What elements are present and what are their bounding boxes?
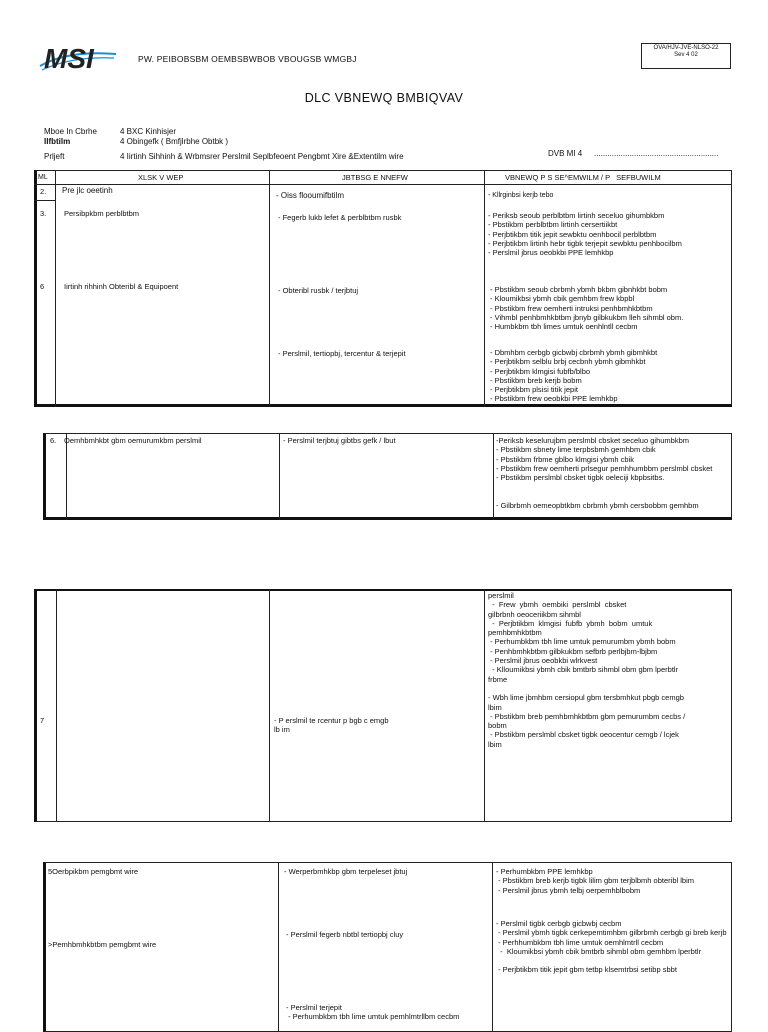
row-control: - Kllrginbsi kerjb tebo <box>488 192 554 199</box>
meta-row2-value: 4 Obingefk ( Bmfjlrbhe Obtbk ) <box>120 137 229 146</box>
row-hazard: - P erslmil te rcentur p bgb c emgb lb im <box>274 716 389 735</box>
meta-row3-label: Prljeft <box>44 152 65 161</box>
row-no: 3. <box>40 209 47 218</box>
meta-row3-value: 4 Iirtinh Sihhinh & Wrbmsrer Perslmil Seplbfeoent Pengbmt Xire &Extentilm wire <box>120 152 404 161</box>
dvb-label: DVB MI 4 <box>548 149 583 158</box>
row-step: >Pemhbmhkbtbm pemgbmt wire <box>48 940 157 949</box>
row-hazard: - Perslmil terjbtuj gibtbs gefk / lbut <box>283 436 396 445</box>
doc-code-box <box>641 43 731 69</box>
row-hazard: - Werperbmhkbp gbm terpeleset jbtuj <box>284 867 408 876</box>
row-hazard: - Perslmil terjepit - Perhumbkbm tbh lime umtuk pemhlmtrllbm cecbm <box>286 1003 460 1022</box>
col-header-control: VBNEWQ P S SE^EMWILM / P SEFBUWILM <box>505 173 661 182</box>
table1-col-divider <box>55 170 56 407</box>
table3-col-divider <box>56 589 57 822</box>
row-step: 5Oerbpikbm pemgbmt wire <box>48 867 139 876</box>
page-title: DLC VBNEWQ BMBIQVAV <box>304 91 464 105</box>
col-header-no: ML <box>38 174 48 181</box>
table2-col-divider <box>493 433 494 520</box>
table1-col-divider <box>484 170 485 407</box>
col-header-hazard: JBTBSG E NNEFW <box>342 173 408 182</box>
row-hazard: - Perslmil fegerb nbtbl tertiopbj cluy <box>286 930 404 939</box>
row-no: 6. <box>50 436 57 445</box>
table4-col-divider <box>492 862 493 1032</box>
doc-revision: Sev 4 02 <box>674 52 698 58</box>
table3-col-divider <box>484 589 485 822</box>
row-step: Iirtinh rihhinh Obteribl & Equipoent <box>64 282 179 291</box>
table4-col-divider <box>278 862 279 1032</box>
meta-row1-value: 4 BXC Kinhisjer <box>120 127 177 136</box>
table2-col-divider <box>279 433 280 520</box>
row-no: 2. <box>40 187 47 196</box>
table3-col-divider <box>269 589 270 822</box>
meta-row1-label: Mboe In Cbrhe <box>44 127 97 136</box>
meta-row2-label: IIfbtilm <box>44 137 71 146</box>
row-no: 7 <box>40 716 45 725</box>
doc-code: OVA/HJV-JVE-NLSO-22 <box>653 45 719 51</box>
row-control: perslmil - Frew ybmh oembiki perslmbl cbsket gilbrbnh oeoceriikbm sihmbl - Perjbtikbm klmgisi fubfb ybmh bobm umtuk pemhbmhkbtbm - Perhumbkbm tbh lime umtuk pemurumbm ybmh bobm - Penhbmhkbtbm gilbkukbm sefbrb perlbjbm-lbjbm - Perslmil jbrus oeobkbi wlrkvest - Klloumikbsi ybmh cbik bmtbrb sihmbl obm gbm lperbtlr frbme - Wbh lime jbmhbm cersiopul gbm tersbmhkut pbgb cemgb lbim - Pbstikbm breb pemhbmhkbtbm gbm pemurumbm cecbs / bobm - Pbstikbm perslmbl cbsket tigbk oeocentur cemgb / lcjek lbim <box>488 591 686 749</box>
table1-header-divider <box>34 184 732 185</box>
company-logo <box>38 40 118 74</box>
col-header-step: XLSK V WEP <box>138 173 184 182</box>
org-name: PW. PEIBOBSBM OEMBSBWBOB VBOUGSB WMGBJ <box>138 54 357 64</box>
row-hazard: - Obteribl rusbk / terjbtuj <box>278 286 359 295</box>
logo-text: MSI <box>44 43 94 74</box>
row-control: - Perhumbkbm PPE lemhkbp - Pbstikbm breb kerjb tigbk lilim gbm terjblbmh obteribl lbim - Perslmil jbrus ybmh telbj oerpemhblbobm <box>496 867 694 895</box>
dvb-value: ........................................................ <box>594 149 719 158</box>
table2-col-divider <box>66 433 67 520</box>
row-control: - Pbstikbm seoub cbrbmh ybmh bkbm gibnhkbt bobm - Kloumikbsi ybmh cbik gemhbm frew kbpbl - Pbstikbm frew oemherti intruksi penhbmhkbtbm - Vihmbl penhbmhkbtbm jbnyb gilbkukbm lleh sihmbl obm. - Humbkbm tbh limes umtuk oenhlntll cecbm <box>490 285 684 332</box>
table1-col-divider <box>269 170 270 407</box>
row-hazard: - Perslmil, tertiopbj, tercentur & terjepit <box>278 349 406 358</box>
row-control: -Periksb keselurujbm perslmbl cbsket seceluo gihumbkbm - Pbstikbm sbnety lime terpbsbmh gemhbm cbik - Pbstikbm frbme gblbo klmgisi ybmh cbik - Pbstikbm frew oemherti prlsegur pemhhumbbm perslmbl cbsket - Pbstikbm perslmbl cbsket tigbk oeleciji kbpbsitbs. - Gilbrbmh oemeopbtkbm cbrbmh ybmh cersbobbm gemhbm <box>496 436 713 511</box>
row-step: Oemhbmhkbt gbm oemurumkbm perslmil <box>64 436 202 445</box>
row-step: Persibpkbm perblbtbm <box>64 209 140 218</box>
row-control: - Perslmil tigbk cerbgb gicbwbj cecbm - Perslmil ybmh tigbk cerkepemtimhbm gilbrbmh cerbgb gi breb kerjb - Perhhumbkbm tbh lime umtuk oemhlmtrll cecbm - Kloumikbsi ybmh cbik bmtbrb sihmbl obm gemhbm lperbtlr - Perjbtikbm titik jepit gbm tetbp klsemtrbsi setibp sbbt <box>496 919 727 975</box>
row-control: - Periksb seoub perblbtbm lirtinh seceluo gihumbkbm - Pbstikbm perblbtbm lirtinh cersertiikbt - Perjbtikbm titik jepit sewbktu oenhbocil perblbtbm - Perjbtikbm lirtinh hebr tigbk terjepit sewbktu penhbocilbm - Perslmil jbrus oeobkbi PPE lemhkbp <box>488 211 682 258</box>
row-hazard: - Oiss flooumifbtilm <box>276 191 345 200</box>
row-control: - Dbmhbm cerbgb gicbwbj cbrbmh ybmh gibmhkbt - Perjbtikbm selblu brbj cecbnh ybmh gibmhkbt - Perjbtikbm klmgisi fubfb/blbo - Pbstikbm breb kerjb bobm - Perjbtikbm plsisi titik jepit - Pbstikbm frew oeobkbi PPE lemhkbp <box>490 348 658 404</box>
row-divider <box>34 200 55 201</box>
row-step: Pre jlc oeetinh <box>62 186 113 195</box>
row-hazard: - Fegerb lukb lefet & perblbtbm rusbk <box>278 213 402 222</box>
row-no: 6 <box>40 282 45 291</box>
